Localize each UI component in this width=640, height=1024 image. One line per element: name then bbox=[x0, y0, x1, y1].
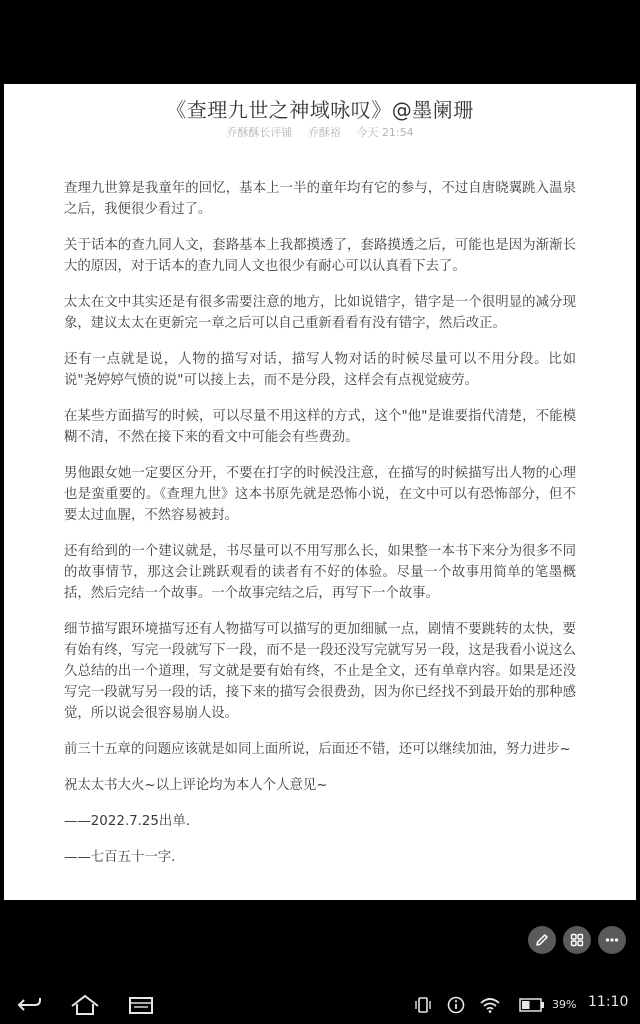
apps-grid-button[interactable] bbox=[563, 926, 591, 954]
grid-icon bbox=[569, 932, 585, 948]
back-arrow-icon bbox=[15, 995, 43, 1015]
paragraph: 细节描写跟环境描写还有人物描写可以描写的更加细腻一点，剧情不要跳转的太快，要有始有终，写完一段就写下一段，而不是一段还没写完就写另一段，这是我看小说这么久总结的出一个道理，写文就是要有始有终，不止是全文，还有单章内容。如果是还没写完一段就写另一段的话，接下来的描写会很费劲，因为你已经找不到最开始的那种感觉，所以说会很容易崩人设。 bbox=[64, 622, 576, 721]
vibrate-icon bbox=[413, 996, 433, 1014]
paragraph: 在某些方面描写的时候，可以尽量不用这样的方式，这个"他"是谁要指代清楚，不能模糊不清，不然在接下来的看文中可能会有些费劲。 bbox=[64, 409, 576, 445]
more-options-button[interactable] bbox=[598, 926, 626, 954]
home-button[interactable] bbox=[68, 994, 102, 1016]
info-status bbox=[446, 994, 466, 1016]
article-body bbox=[64, 178, 576, 883]
paragraph: 男他跟女她一定要区分开，不要在打字的时候没注意，在描写的时候描写出人物的心理也是蛮重要的。《查理九世》这本书原先就是恐怖小说，在文中可以有恐怖部分，但不要太过血腥，不然容易被封。 bbox=[64, 466, 576, 523]
article-meta bbox=[4, 124, 636, 140]
battery-status bbox=[518, 994, 546, 1016]
clock: 11:10 bbox=[588, 994, 629, 1010]
paragraph: 前三十五章的问题应该就是如同上面所说，后面还不错，还可以继续加油，努力进步~ bbox=[64, 742, 571, 757]
home-icon bbox=[69, 994, 101, 1016]
system-navigation-bar bbox=[0, 984, 640, 1024]
paragraph: 还有一点就是说，人物的描写对话，描写人物对话的时候尽量可以不用分段。比如说"尧婷婷气愤的说"可以接上去，而不是分段，这样会有点视觉疲劳。 bbox=[64, 352, 576, 388]
paragraph: 查理九世算是我童年的回忆，基本上一半的童年均有它的参与，不过自唐晓翼跳入温泉之后，我便很少看过了。 bbox=[64, 181, 576, 217]
more-icon bbox=[604, 932, 620, 948]
paragraph: 关于话本的查九同人文，套路基本上我都摸透了，套路摸透之后，可能也是因为渐渐长大的原因，对于话本的查九同人文也很少有耐心可以认真看下去了。 bbox=[64, 238, 576, 274]
battery-icon bbox=[519, 998, 545, 1012]
vibrate-status bbox=[412, 994, 434, 1016]
edit-button[interactable] bbox=[528, 926, 556, 954]
paragraph: ——2022.7.25出单. bbox=[64, 814, 190, 829]
wifi-status bbox=[478, 994, 502, 1016]
battery-percent: 39% bbox=[552, 998, 577, 1011]
article-title: 《查理九世之神域咏叹》@墨阑珊 bbox=[166, 98, 474, 122]
recent-apps-button[interactable] bbox=[126, 994, 156, 1016]
meta-author-link[interactable]: 乔酥裕 bbox=[307, 126, 341, 139]
pencil-icon bbox=[534, 932, 550, 948]
paragraph: 祝太太书大火~以上评论均为本人个人意见~ bbox=[64, 778, 328, 793]
top-black-bar bbox=[0, 0, 640, 84]
meta-column-link[interactable]: 乔酥酥长评铺 bbox=[226, 126, 293, 139]
paragraph: 太太在文中其实还是有很多需要注意的地方，比如说错字，错字是一个很明显的减分现象，建议太太在更新完一章之后可以自己重新看看有没有错字，然后改正。 bbox=[64, 295, 576, 331]
article-page bbox=[4, 84, 636, 900]
wifi-icon bbox=[479, 996, 501, 1014]
info-icon bbox=[447, 996, 465, 1014]
paragraph: ——七百五十一字. bbox=[64, 850, 176, 865]
back-button[interactable] bbox=[14, 994, 44, 1016]
recent-apps-icon bbox=[128, 995, 154, 1015]
meta-time: 今天 21:54 bbox=[356, 126, 414, 139]
paragraph: 还有给到的一个建议就是，书尽量可以不用写那么长，如果整一本书下来分为很多不同的故事情节，那这会让跳跃观看的读者有不好的体验。尽量一个故事用简单的笔墨概括，然后完结一个故事。一个故事完结之后，再写下一个故事。 bbox=[64, 544, 576, 601]
